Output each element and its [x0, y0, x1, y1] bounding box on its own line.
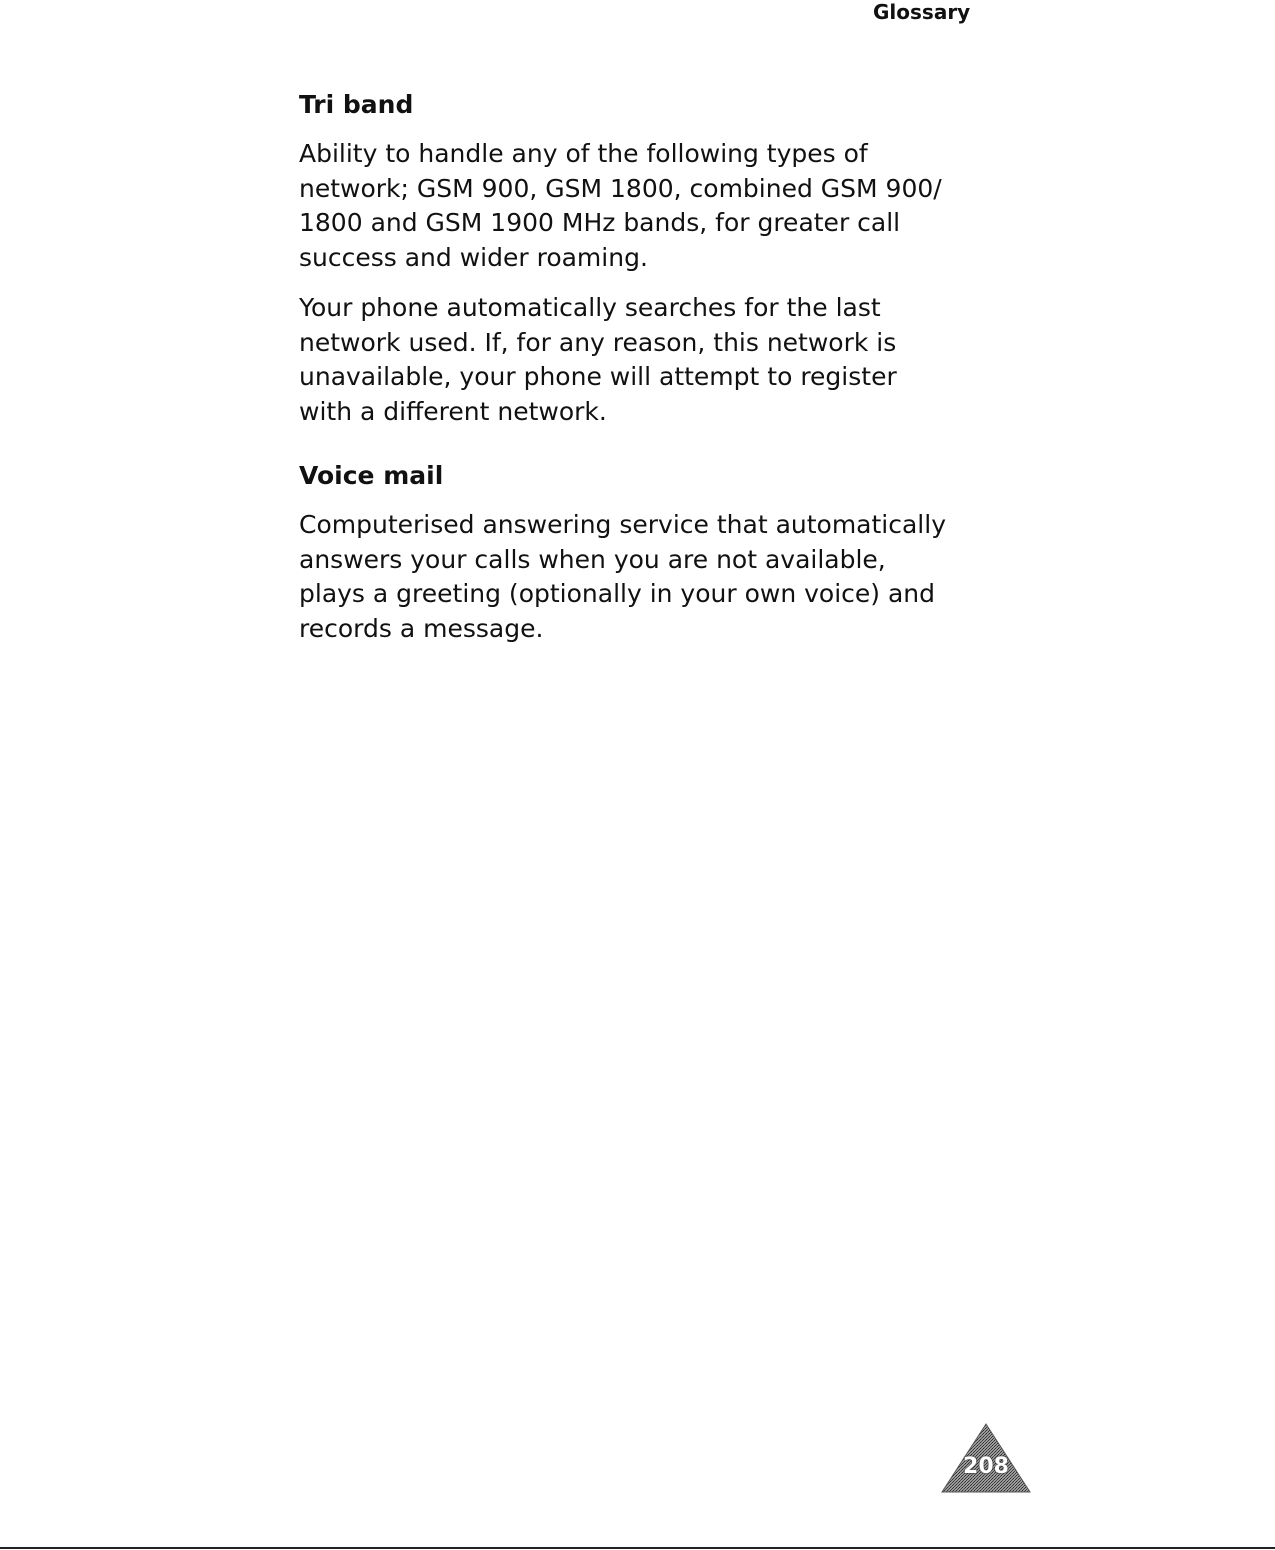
glossary-content	[299, 86, 989, 674]
text-line: network; GSM 900, GSM 1800, combined GSM 900/	[299, 173, 942, 203]
text-line: records a message.	[299, 613, 544, 643]
page-number-badge	[940, 1422, 1032, 1494]
text-line: network used. If, for any reason, this network is	[299, 327, 897, 357]
text-line: success and wider roaming.	[299, 242, 648, 272]
glossary-term: Tri band	[299, 90, 414, 119]
definition-paragraph	[299, 508, 989, 646]
text-line: Your phone automatically searches for the last	[299, 293, 881, 322]
text-line: plays a greeting (optionally in your own voice) and	[299, 579, 936, 608]
text-line: 1800 and GSM 1900 MHz bands, for greater call	[299, 208, 901, 237]
text-line: unavailable, your phone will attempt to register	[299, 362, 897, 391]
definition-paragraph	[299, 291, 989, 429]
text-line: with a different network.	[299, 396, 607, 426]
glossary-entry-tri-band	[299, 86, 989, 429]
glossary-term: Voice mail	[299, 461, 444, 490]
running-header-section-title: Glossary	[873, 0, 971, 24]
text-line: answers your calls when you are not available,	[299, 544, 886, 574]
page-number: 208	[963, 1454, 1009, 1479]
glossary-entry-voice-mail	[299, 457, 989, 646]
definition-paragraph	[299, 137, 989, 275]
bottom-rule	[0, 1547, 1275, 1549]
text-line: Ability to handle any of the following types of	[299, 139, 868, 168]
text-line: Computerised answering service that automatically	[299, 510, 946, 539]
